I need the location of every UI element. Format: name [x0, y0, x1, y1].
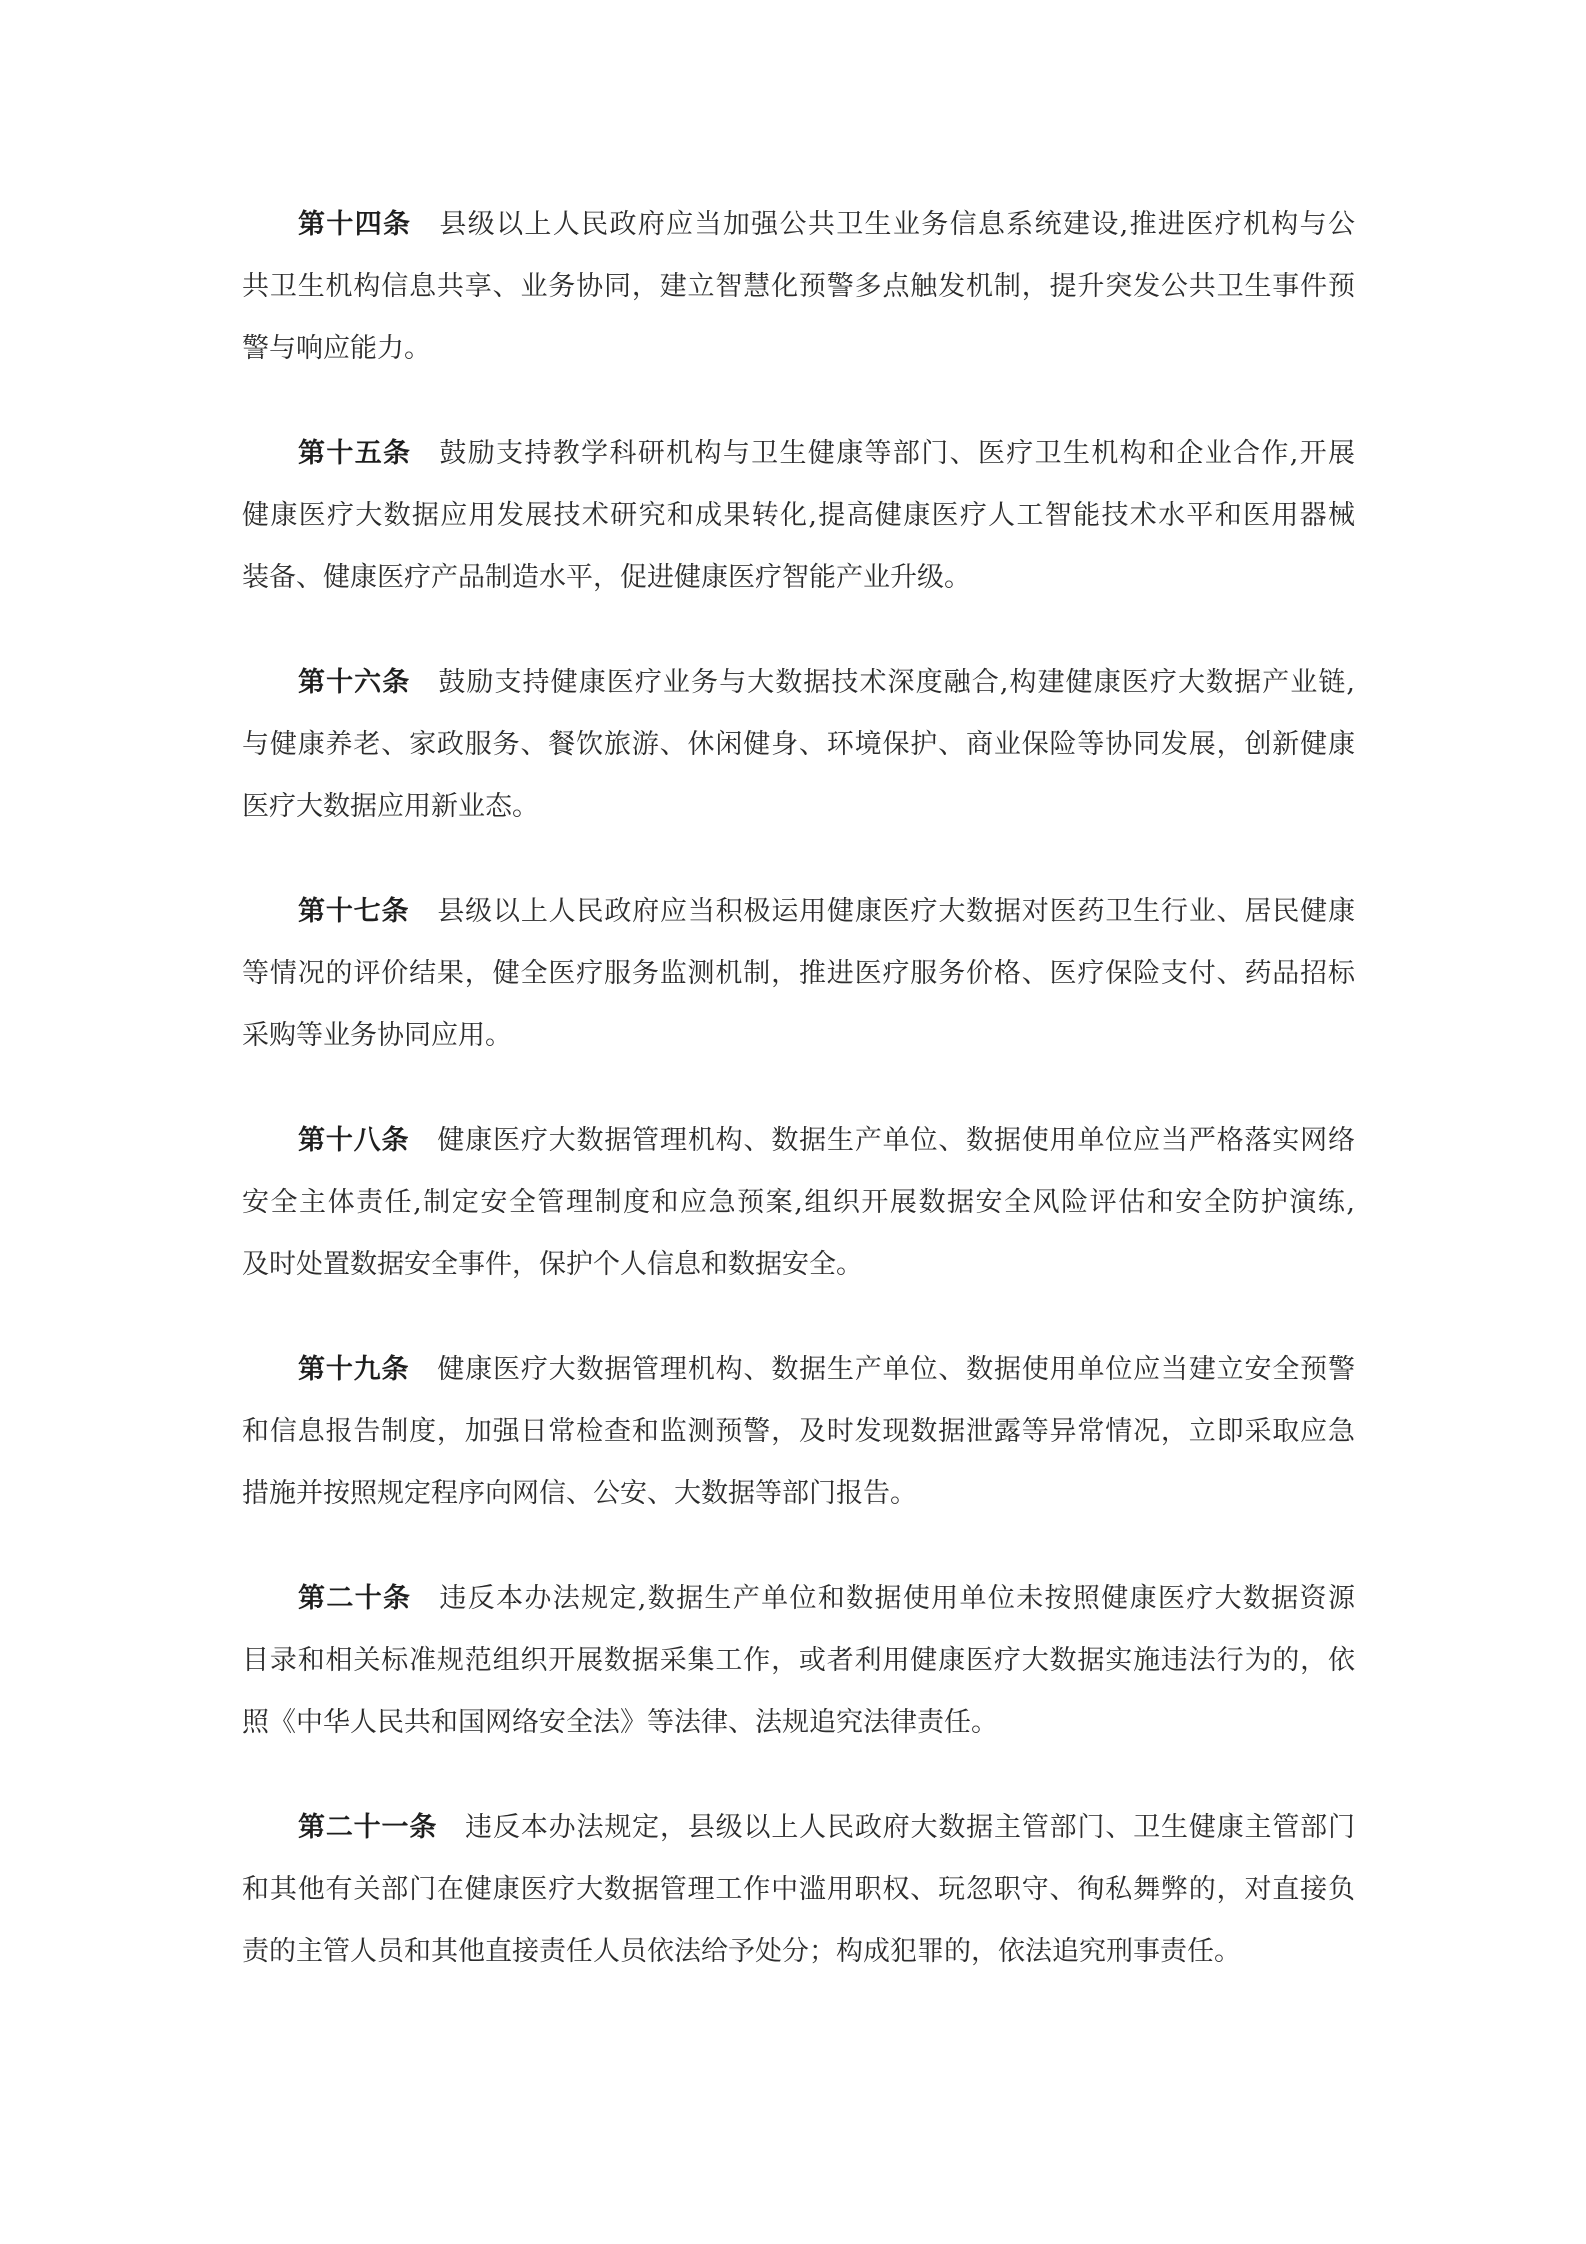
article-line — [242, 1463, 1355, 1525]
article-heading: 第十六条 — [298, 667, 411, 698]
article-text: 安全主体责任,制定安全管理制度和应急预案,组织开展数据安全风险评估和安全防护演练, — [242, 1187, 1355, 1218]
article-heading: 第十八条 — [298, 1125, 410, 1156]
article-text: 及时处置数据安全事件，保护个人信息和数据安全。 — [242, 1249, 863, 1280]
article-paragraph — [242, 423, 1355, 609]
article-text: 健康医疗大数据管理机构、数据生产单位、数据使用单位应当建立安全预警 — [437, 1354, 1355, 1385]
document-body — [242, 194, 1355, 2026]
article-heading: 第十七条 — [298, 896, 410, 927]
article-text: 县级以上人民政府应当加强公共卫生业务信息系统建设,推进医疗机构与公 — [439, 209, 1355, 240]
article-text: 违反本办法规定，县级以上人民政府大数据主管部门、卫生健康主管部门 — [465, 1812, 1355, 1843]
article-text: 等情况的评价结果，健全医疗服务监测机制，推进医疗服务价格、医疗保险支付、药品招标 — [242, 958, 1355, 989]
article-text: 措施并按照规定程序向网信、公安、大数据等部门报告。 — [242, 1478, 917, 1509]
article-heading: 第十九条 — [298, 1354, 410, 1385]
article-line — [242, 1339, 1355, 1401]
article-text: 装备、健康医疗产品制造水平，促进健康医疗智能产业升级。 — [242, 562, 971, 593]
article-text: 警与响应能力。 — [242, 333, 431, 364]
article-paragraph — [242, 1339, 1355, 1525]
article-line — [242, 1859, 1355, 1921]
article-line — [242, 485, 1355, 547]
article-line — [242, 1234, 1355, 1296]
article-heading: 第二十一条 — [298, 1812, 438, 1843]
article-heading: 第二十条 — [298, 1583, 412, 1614]
article-line — [242, 547, 1355, 609]
article-line — [242, 1005, 1355, 1067]
article-line — [242, 256, 1355, 318]
article-line — [242, 1797, 1355, 1859]
article-heading: 第十五条 — [298, 438, 412, 469]
article-text: 鼓励支持健康医疗业务与大数据技术深度融合,构建健康医疗大数据产业链, — [438, 667, 1355, 698]
article-text: 目录和相关标准规范组织开展数据采集工作，或者利用健康医疗大数据实施违法行为的，依 — [242, 1645, 1355, 1676]
article-line — [242, 943, 1355, 1005]
article-line — [242, 194, 1355, 256]
article-line — [242, 318, 1355, 380]
article-text: 鼓励支持教学科研机构与卫生健康等部门、医疗卫生机构和企业合作,开展 — [439, 438, 1355, 469]
article-text: 与健康养老、家政服务、餐饮旅游、休闲健身、环境保护、商业保险等协同发展，创新健康 — [242, 729, 1355, 760]
article-line — [242, 1110, 1355, 1172]
article-line — [242, 652, 1355, 714]
article-paragraph — [242, 652, 1355, 838]
article-text: 责的主管人员和其他直接责任人员依法给予处分；构成犯罪的，依法追究刑事责任。 — [242, 1936, 1241, 1967]
article-line — [242, 1630, 1355, 1692]
article-paragraph — [242, 194, 1355, 380]
article-paragraph — [242, 1797, 1355, 1983]
article-heading: 第十四条 — [298, 209, 412, 240]
article-line — [242, 714, 1355, 776]
article-text: 县级以上人民政府应当积极运用健康医疗大数据对医药卫生行业、居民健康 — [437, 896, 1355, 927]
article-text: 和其他有关部门在健康医疗大数据管理工作中滥用职权、玩忽职守、徇私舞弊的，对直接负 — [242, 1874, 1355, 1905]
article-line — [242, 1568, 1355, 1630]
article-text: 医疗大数据应用新业态。 — [242, 791, 539, 822]
article-line — [242, 1692, 1355, 1754]
article-line — [242, 423, 1355, 485]
article-text: 违反本办法规定,数据生产单位和数据使用单位未按照健康医疗大数据资源 — [439, 1583, 1355, 1614]
article-line — [242, 881, 1355, 943]
article-line — [242, 1921, 1355, 1983]
article-line — [242, 1401, 1355, 1463]
article-text: 健康医疗大数据管理机构、数据生产单位、数据使用单位应当严格落实网络 — [437, 1125, 1355, 1156]
article-line — [242, 1172, 1355, 1234]
article-paragraph — [242, 881, 1355, 1067]
article-text: 采购等业务协同应用。 — [242, 1020, 512, 1051]
article-text: 共卫生机构信息共享、业务协同，建立智慧化预警多点触发机制，提升突发公共卫生事件预 — [242, 271, 1355, 302]
article-paragraph — [242, 1568, 1355, 1754]
article-text: 健康医疗大数据应用发展技术研究和成果转化,提高健康医疗人工智能技术水平和医用器械 — [242, 500, 1355, 531]
article-text: 照《中华人民共和国网络安全法》等法律、法规追究法律责任。 — [242, 1707, 998, 1738]
article-paragraph — [242, 1110, 1355, 1296]
article-text: 和信息报告制度，加强日常检查和监测预警，及时发现数据泄露等异常情况，立即采取应急 — [242, 1416, 1355, 1447]
article-line — [242, 776, 1355, 838]
